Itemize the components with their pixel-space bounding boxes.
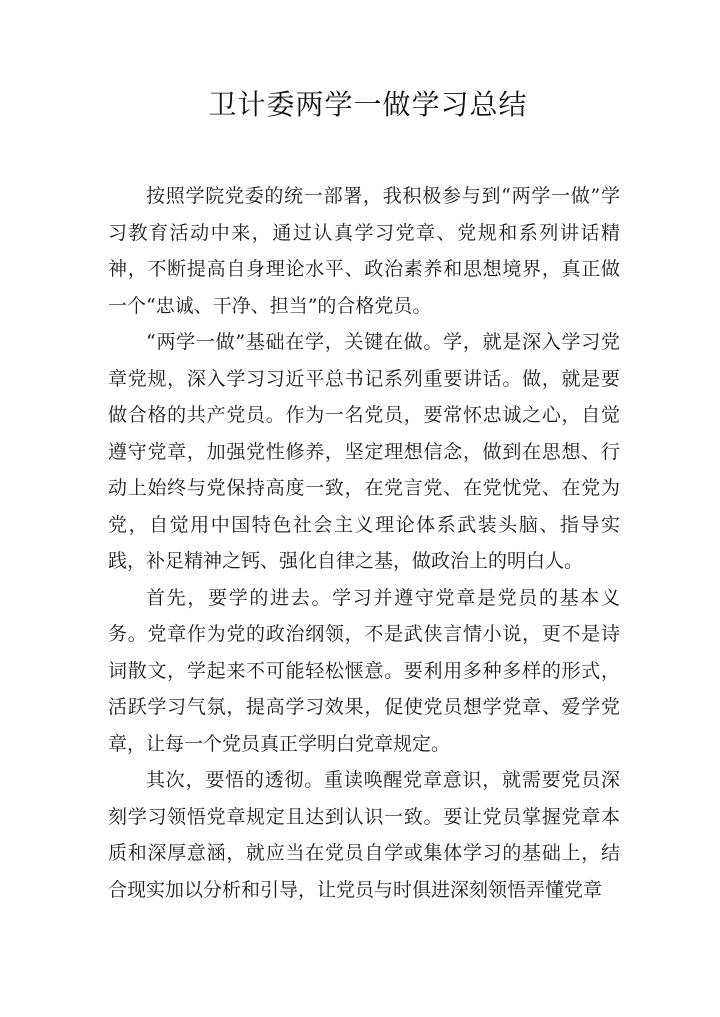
paragraph-3: 首先，要学的进去。学习并遵守党章是党员的基本义务。党章作为党的政治纲领，不是武侠言情小说，更不是诗词散文，学起来不可能轻松惬意。要利用多种多样的形式，活跃学习气氛，提高学习效果，促使党员想学党章、爱学党章，让每一个党员真正学明白党章规定。 <box>108 586 620 755</box>
document-title: 卫计委两学一做学习总结 <box>208 88 528 121</box>
paragraph-4: 其次，要悟的透彻。重读唤醒党章意识，就需要党员深刻学习领悟党章规定且达到认识一致。要让党员掌握党章本质和深厚意涵，就应当在党员自学或集体学习的基础上，结合现实加以分析和引导，让党员与时俱进深刻领悟弄懂党章 <box>108 769 620 901</box>
document-body <box>108 178 620 908</box>
paragraph-1: 按照学院党委的统一部署，我积极参与到“两学一做”学习教育活动中来，通过认真学习党章、党规和系列讲话精神，不断提高自身理论水平、政治素养和思想境界，真正做一个“忠诚、干净、担当”的合格党员。 <box>108 185 620 317</box>
paragraph-2: “两学一做”基础在学，关键在做。学，就是深入学习党章党规，深入学习习近平总书记系列重要讲话。做，就是要做合格的共产党员。作为一名党员，要常怀忠诚之心，自觉遵守党章，加强党性修养，坚定理想信念，做到在思想、行动上始终与党保持高度一致，在党言党、在党忧党、在党为党，自觉用中国特色社会主义理论体系武装头脑、指导实践，补足精神之钙、强化自律之基，做政治上的明白人。 <box>108 331 620 572</box>
